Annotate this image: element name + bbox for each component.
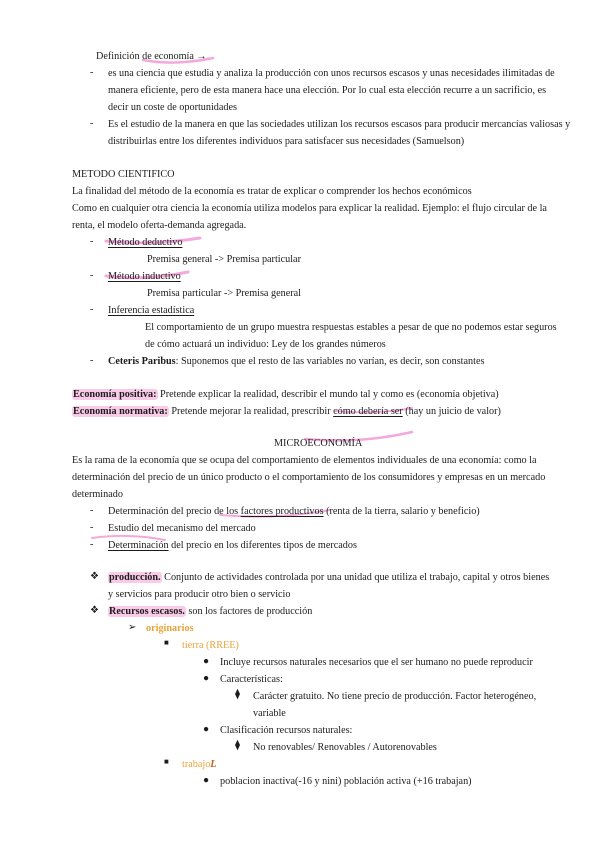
section-heading-micro: MICROECONOMÍA [274,438,363,449]
ceteris-paribus-line [108,355,484,368]
normativa-text-b: (hay un juicio de valor) [402,406,501,417]
tierra-item-3: Clasificación recursos naturales: [220,725,353,736]
dash-bullet: - [90,270,94,281]
dash-bullet: - [90,67,94,78]
micro-item-1-text: Determinación del precio de los [108,506,241,517]
micro-item-3-underlined: Determinación [108,540,169,551]
paragraph-line: Es la rama de la economía que se ocupa del comportamiento de elementos individuales de una economía: como la [72,455,537,466]
produccion-text: Conjunto de actividades controlada por una unidad que utiliza el trabajo, capital y otros bienes [161,572,550,583]
dash-bullet: - [90,505,94,516]
inferencia-estadistica: Inferencia estadística [108,305,195,316]
definition-1-line: manera eficiente, pero de esta manera hace una elección. Por lo cual esta elección recurre a un sacrificio, es [108,85,547,96]
dash-bullet: - [90,236,94,247]
economia-normativa-line [72,405,501,418]
paragraph-line: determinado [72,489,123,500]
metodo-deductivo: Método deductivo [108,237,183,248]
ceteris-text: : Suponemos que el resto de las variables no varían, es decir, son constantes [175,356,485,367]
trabajo-label: trabajo [182,759,211,770]
dash-bullet: - [90,118,94,129]
metodo-inductivo-desc: Premisa particular -> Premisa general [147,288,301,299]
metodo-inductivo: Método inductivo [108,271,181,282]
section-heading-metodo: METODO CIENTIFICO [72,169,175,180]
dot-bullet-icon: ● [203,724,210,735]
micro-item-3-rest: del precio en los diferentes tipos de mercados [168,540,357,551]
micro-item-2: Estudio del mecanismo del mercado [108,523,256,534]
normativa-label: Economía normativa: [73,406,168,417]
dash-bullet: - [90,522,94,533]
paragraph-line: Como en cualquier otra ciencia la economía utiliza modelos para explicar la realidad. Ejemplo: el flujo circular de la [72,203,547,214]
produccion-line [108,571,549,584]
definition-1-line: es una ciencia que estudia y analiza la producción con unos recursos escasos y unas necesidades ilimitadas de [108,68,555,79]
trabajo-item-1: poblacion inactiva(-16 y nini) población activa (+16 trabajan) [220,776,472,787]
dash-bullet: - [90,539,94,550]
dash-bullet: - [90,304,94,315]
square-bullet-icon: ■ [164,638,169,647]
tierra-item-1: Incluye recursos naturales necesarios que el ser humano no puede reproducir [220,657,533,668]
recursos-text: son los factores de producción [185,606,313,617]
paragraph-line: determinación del precio de un único producto o el comportamiento de los consumidores y empresas en un mercado [72,472,546,483]
trabajo-line [182,758,217,771]
definition-2-line: Es el estudio de la manera en que las sociedades utilizan los recursos escasos para producir mercancías valiosas y [108,119,571,130]
definition-1-line: decir un coste de oportunidades [108,102,238,113]
definition-2-line: distribuirlas entre los diferentes individuos para satisfacer sus necesidades (Samuelson) [108,136,465,147]
square-bullet-icon: ■ [164,757,169,766]
positiva-text: Pretende explicar la realidad, describir el mundo tal y como es (economía objetiva) [160,389,499,400]
tierra-item-2: Características: [220,674,283,685]
metodo-deductivo-desc: Premisa general -> Premisa particular [147,254,301,265]
diamond-bullet-icon: ❖ [90,605,99,616]
recursos-line [108,605,312,618]
arrow-bullet-icon: ➢ [128,622,137,633]
paragraph-line: renta, el modelo oferta-demanda agregada. [72,220,247,231]
dash-bullet: - [90,355,94,366]
definition-title: Definición de economía → [96,51,207,62]
tierra-label: tierra (RREE) [182,640,239,651]
dot-bullet-icon: ● [203,775,210,786]
produccion-line-2: y servicios para producir otro bien o servicio [108,589,291,600]
dot-bullet-icon: ● [203,673,210,684]
clasificacion-line: No renovables/ Renovables / Autorenovables [253,742,437,753]
micro-item-1-rest: (renta de la tierra, salario y beneficio) [323,506,480,517]
recursos-label: Recursos escasos. [109,606,185,617]
normativa-text-a: Pretende mejorar la realidad, prescribir [171,406,334,417]
diamond-bullet-icon: ❖ [90,571,99,582]
positiva-label: Economía positiva: [73,389,157,400]
caracteristicas-line: Carácter gratuito. No tiene precio de producción. Factor heterogéneo, [253,691,537,702]
micro-item-3 [108,539,357,552]
ceteris-label: Ceteris Paribus [108,356,176,367]
caracteristicas-line-2: variable [253,708,286,719]
trabajo-symbol: L [210,759,217,770]
normativa-text-underlined: cómo debería ser [333,406,403,417]
dot-bullet-icon: ● [203,656,210,667]
micro-item-1 [108,505,480,518]
diamond-bullet-icon: ⧫ [235,740,241,751]
micro-item-1-underlined: factores productivos [240,506,324,517]
diamond-bullet-icon: ⧫ [235,689,241,700]
inferencia-desc-line: El comportamiento de un grupo muestra respuestas estables a pesar de que no podemos estar seguros [145,322,557,333]
inferencia-desc-line: de cómo actuará un individuo: Ley de los grandes números [145,339,386,350]
paragraph-line: La finalidad del método de la economía es tratar de explicar o comprender los hechos económicos [72,186,472,197]
originarios-label: originarios [146,623,194,634]
economia-positiva-line [72,388,499,401]
produccion-label: producción. [109,572,161,583]
